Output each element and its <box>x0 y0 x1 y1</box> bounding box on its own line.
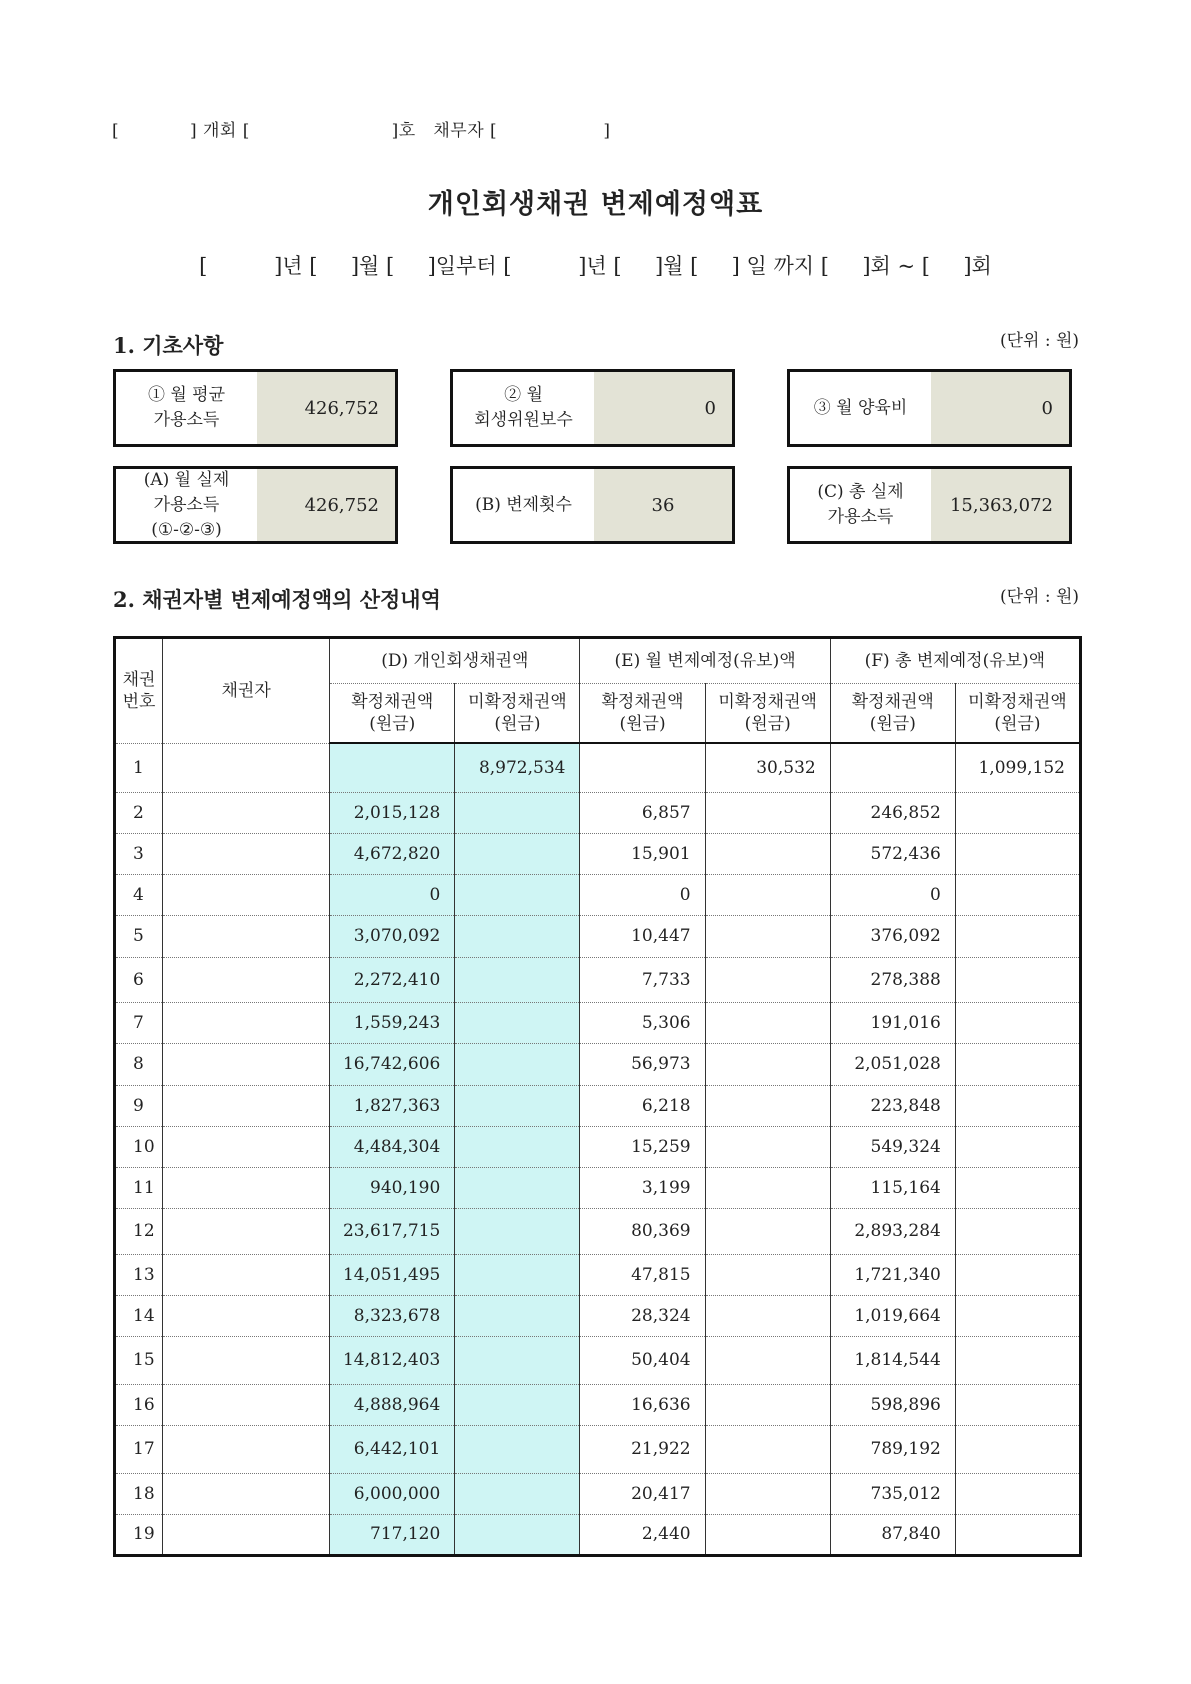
box-label: (B) 변제횟수 <box>475 494 572 515</box>
cell-d-unconf <box>455 1043 580 1085</box>
cell-d-conf: 6,000,000 <box>330 1473 455 1514</box>
cell-e-conf: 21,922 <box>580 1425 705 1473</box>
cell-d-conf <box>330 743 455 792</box>
cell-e-unconf <box>705 833 830 874</box>
cell-d-conf: 14,812,403 <box>330 1336 455 1384</box>
box-value: 426,752 <box>257 372 395 444</box>
cell-f-conf: 735,012 <box>830 1473 955 1514</box>
cell-e-unconf <box>705 1295 830 1336</box>
cell-f-conf: 598,896 <box>830 1384 955 1425</box>
col-header-no: 채권 번호 <box>115 638 163 744</box>
cell-creditor <box>163 1167 330 1208</box>
cell-f-conf: 1,721,340 <box>830 1254 955 1295</box>
cell-creditor <box>163 1336 330 1384</box>
cell-e-conf: 16,636 <box>580 1384 705 1425</box>
cell-d-unconf: 8,972,534 <box>455 743 580 792</box>
cell-e-unconf <box>705 1167 830 1208</box>
box-actual-monthly-income <box>113 466 398 544</box>
section2-unit: (단위 : 원) <box>1000 587 1080 607</box>
cell-f-conf: 87,840 <box>830 1514 955 1555</box>
cell-e-unconf <box>705 1126 830 1167</box>
cell-d-conf: 1,827,363 <box>330 1085 455 1126</box>
cell-f-unconf <box>955 1167 1080 1208</box>
box-trustee-fee <box>450 369 735 447</box>
box-monthly-avg-income <box>113 369 398 447</box>
table-row <box>115 743 1081 792</box>
col-group-e: (E) 월 변제예정(유보)액 <box>580 638 830 684</box>
cell-no: 2 <box>115 792 163 833</box>
cell-no: 19 <box>115 1514 163 1555</box>
cell-no: 5 <box>115 915 163 957</box>
table-row <box>115 915 1081 957</box>
cell-e-conf: 2,440 <box>580 1514 705 1555</box>
cell-d-unconf <box>455 915 580 957</box>
cell-creditor <box>163 1085 330 1126</box>
col-header-creditor: 채권자 <box>163 638 330 744</box>
cell-e-conf: 6,857 <box>580 792 705 833</box>
cell-d-conf: 940,190 <box>330 1167 455 1208</box>
cell-f-unconf <box>955 957 1080 1002</box>
table-row <box>115 1473 1081 1514</box>
document-title: 개인회생채권 변제예정액표 <box>427 189 764 220</box>
cell-creditor <box>163 1295 330 1336</box>
cell-no: 6 <box>115 957 163 1002</box>
cell-e-conf: 6,218 <box>580 1085 705 1126</box>
cell-d-conf: 2,015,128 <box>330 792 455 833</box>
cell-f-unconf <box>955 874 1080 915</box>
col-header-f-unconfirmed: 미확정채권액 (원금) <box>955 684 1080 744</box>
cell-creditor <box>163 1514 330 1555</box>
box-repayment-count <box>450 466 735 544</box>
period-line: [ ]년 [ ]월 [ ]일부터 [ ]년 [ ]월 [ ] 일 까지 [ ]회 ~ [ ]회 <box>199 254 992 278</box>
cell-e-conf: 20,417 <box>580 1473 705 1514</box>
cell-f-unconf <box>955 1473 1080 1514</box>
cell-f-conf: 376,092 <box>830 915 955 957</box>
cell-creditor <box>163 743 330 792</box>
cell-f-conf: 1,019,664 <box>830 1295 955 1336</box>
cell-no: 4 <box>115 874 163 915</box>
box-label: ② 월 회생위원보수 <box>474 385 573 430</box>
cell-creditor <box>163 1473 330 1514</box>
cell-f-unconf <box>955 1295 1080 1336</box>
cell-no: 15 <box>115 1336 163 1384</box>
cell-d-unconf <box>455 1384 580 1425</box>
cell-d-conf: 6,442,101 <box>330 1425 455 1473</box>
table-row <box>115 1425 1081 1473</box>
cell-d-unconf <box>455 833 580 874</box>
cell-d-unconf <box>455 792 580 833</box>
cell-f-unconf <box>955 833 1080 874</box>
cell-d-conf: 4,672,820 <box>330 833 455 874</box>
cell-e-unconf: 30,532 <box>705 743 830 792</box>
cell-d-unconf <box>455 1126 580 1167</box>
cell-e-unconf <box>705 915 830 957</box>
cell-e-unconf <box>705 1473 830 1514</box>
cell-f-conf <box>830 743 955 792</box>
section1-unit: (단위 : 원) <box>1000 331 1080 351</box>
cell-f-conf: 223,848 <box>830 1085 955 1126</box>
cell-f-unconf <box>955 1384 1080 1425</box>
cell-f-unconf <box>955 1043 1080 1085</box>
cell-d-unconf <box>455 1295 580 1336</box>
cell-f-conf: 572,436 <box>830 833 955 874</box>
cell-e-conf: 80,369 <box>580 1208 705 1254</box>
cell-f-unconf: 1,099,152 <box>955 743 1080 792</box>
table-row <box>115 1384 1081 1425</box>
table-row <box>115 1085 1081 1126</box>
cell-f-unconf <box>955 1002 1080 1043</box>
cell-d-conf: 8,323,678 <box>330 1295 455 1336</box>
cell-d-unconf <box>455 1167 580 1208</box>
box-total-actual-income <box>787 466 1072 544</box>
cell-e-conf: 15,901 <box>580 833 705 874</box>
cell-e-unconf <box>705 957 830 1002</box>
cell-e-conf: 28,324 <box>580 1295 705 1336</box>
cell-d-conf: 2,272,410 <box>330 957 455 1002</box>
cell-f-conf: 2,893,284 <box>830 1208 955 1254</box>
cell-e-conf: 56,973 <box>580 1043 705 1085</box>
cell-e-unconf <box>705 1208 830 1254</box>
box-label: (C) 총 실제 가용소득 <box>817 482 904 527</box>
cell-f-conf: 549,324 <box>830 1126 955 1167</box>
col-header-d-unconfirmed: 미확정채권액 (원금) <box>455 684 580 744</box>
cell-creditor <box>163 915 330 957</box>
section1-heading: 1. 기초사항 <box>113 333 224 358</box>
table-row <box>115 1295 1081 1336</box>
col-header-e-unconfirmed: 미확정채권액 (원금) <box>705 684 830 744</box>
cell-d-conf: 23,617,715 <box>330 1208 455 1254</box>
cell-f-conf: 2,051,028 <box>830 1043 955 1085</box>
cell-no: 16 <box>115 1384 163 1425</box>
cell-e-unconf <box>705 1425 830 1473</box>
box-label: (A) 월 실제 가용소득 (①-②-③) <box>143 469 230 540</box>
cell-creditor <box>163 792 330 833</box>
cell-creditor <box>163 1425 330 1473</box>
cell-e-unconf <box>705 1043 830 1085</box>
cell-f-conf: 0 <box>830 874 955 915</box>
cell-e-unconf <box>705 1254 830 1295</box>
cell-e-unconf <box>705 792 830 833</box>
cell-f-unconf <box>955 1085 1080 1126</box>
cell-f-conf: 191,016 <box>830 1002 955 1043</box>
cell-f-unconf <box>955 792 1080 833</box>
cell-d-unconf <box>455 1514 580 1555</box>
cell-creditor <box>163 874 330 915</box>
cell-no: 10 <box>115 1126 163 1167</box>
box-value: 0 <box>931 372 1069 444</box>
table-row <box>115 957 1081 1002</box>
cell-f-conf: 789,192 <box>830 1425 955 1473</box>
cell-e-unconf <box>705 1085 830 1126</box>
table-row <box>115 1043 1081 1085</box>
cell-d-unconf <box>455 1336 580 1384</box>
cell-no: 14 <box>115 1295 163 1336</box>
cell-no: 13 <box>115 1254 163 1295</box>
cell-no: 11 <box>115 1167 163 1208</box>
cell-e-conf <box>580 743 705 792</box>
cell-f-conf: 115,164 <box>830 1167 955 1208</box>
cell-e-unconf <box>705 1336 830 1384</box>
cell-creditor <box>163 1254 330 1295</box>
cell-no: 7 <box>115 1002 163 1043</box>
table-row <box>115 1167 1081 1208</box>
cell-d-unconf <box>455 1473 580 1514</box>
cell-no: 1 <box>115 743 163 792</box>
table-row <box>115 1514 1081 1555</box>
cell-e-conf: 47,815 <box>580 1254 705 1295</box>
table-row <box>115 833 1081 874</box>
table-row <box>115 874 1081 915</box>
cell-d-unconf <box>455 1002 580 1043</box>
cell-d-unconf <box>455 1085 580 1126</box>
cell-e-unconf <box>705 1002 830 1043</box>
cell-f-conf: 278,388 <box>830 957 955 1002</box>
cell-creditor <box>163 833 330 874</box>
cell-e-conf: 7,733 <box>580 957 705 1002</box>
cell-e-conf: 10,447 <box>580 915 705 957</box>
cell-e-conf: 50,404 <box>580 1336 705 1384</box>
cell-f-unconf <box>955 1208 1080 1254</box>
cell-d-conf: 1,559,243 <box>330 1002 455 1043</box>
cell-no: 12 <box>115 1208 163 1254</box>
cell-e-conf: 3,199 <box>580 1167 705 1208</box>
table-row <box>115 1208 1081 1254</box>
box-value: 0 <box>594 372 732 444</box>
case-header-line: [ ] 개회 [ ]호 채무자 [ ] <box>112 121 611 141</box>
cell-d-unconf <box>455 957 580 1002</box>
table-row <box>115 792 1081 833</box>
cell-f-conf: 1,814,544 <box>830 1336 955 1384</box>
cell-creditor <box>163 1384 330 1425</box>
col-group-d: (D) 개인회생채권액 <box>330 638 580 684</box>
cell-f-conf: 246,852 <box>830 792 955 833</box>
cell-no: 9 <box>115 1085 163 1126</box>
cell-d-conf: 3,070,092 <box>330 915 455 957</box>
cell-e-conf: 5,306 <box>580 1002 705 1043</box>
cell-e-unconf <box>705 1384 830 1425</box>
cell-d-unconf <box>455 1425 580 1473</box>
cell-f-unconf <box>955 915 1080 957</box>
box-value: 36 <box>594 469 732 541</box>
col-header-e-confirmed: 확정채권액 (원금) <box>580 684 705 744</box>
cell-creditor <box>163 957 330 1002</box>
cell-creditor <box>163 1002 330 1043</box>
table-row <box>115 1336 1081 1384</box>
cell-f-unconf <box>955 1514 1080 1555</box>
box-value: 15,363,072 <box>931 469 1069 541</box>
cell-no: 17 <box>115 1425 163 1473</box>
cell-e-conf: 15,259 <box>580 1126 705 1167</box>
cell-f-unconf <box>955 1254 1080 1295</box>
cell-creditor <box>163 1208 330 1254</box>
cell-d-conf: 717,120 <box>330 1514 455 1555</box>
box-label: ③ 월 양육비 <box>813 397 908 418</box>
table-row <box>115 1126 1081 1167</box>
box-value: 426,752 <box>257 469 395 541</box>
col-group-f: (F) 총 변제예정(유보)액 <box>830 638 1080 684</box>
cell-d-unconf <box>455 1208 580 1254</box>
col-header-f-confirmed: 확정채권액 (원금) <box>830 684 955 744</box>
cell-f-unconf <box>955 1425 1080 1473</box>
section2-heading: 2. 채권자별 변제예정액의 산정내역 <box>113 587 441 612</box>
box-label: ① 월 평균 가용소득 <box>147 385 226 430</box>
cell-creditor <box>163 1126 330 1167</box>
table-row <box>115 1254 1081 1295</box>
cell-d-conf: 4,484,304 <box>330 1126 455 1167</box>
cell-f-unconf <box>955 1126 1080 1167</box>
cell-d-conf: 0 <box>330 874 455 915</box>
cell-d-conf: 16,742,606 <box>330 1043 455 1085</box>
cell-d-unconf <box>455 1254 580 1295</box>
cell-no: 3 <box>115 833 163 874</box>
cell-d-conf: 4,888,964 <box>330 1384 455 1425</box>
cell-creditor <box>163 1043 330 1085</box>
cell-f-unconf <box>955 1336 1080 1384</box>
cell-e-unconf <box>705 874 830 915</box>
box-child-support <box>787 369 1072 447</box>
cell-d-unconf <box>455 874 580 915</box>
repayment-table <box>113 636 1082 1557</box>
cell-no: 18 <box>115 1473 163 1514</box>
col-header-d-confirmed: 확정채권액 (원금) <box>330 684 455 744</box>
cell-e-conf: 0 <box>580 874 705 915</box>
cell-d-conf: 14,051,495 <box>330 1254 455 1295</box>
table-row <box>115 1002 1081 1043</box>
cell-e-unconf <box>705 1514 830 1555</box>
cell-no: 8 <box>115 1043 163 1085</box>
